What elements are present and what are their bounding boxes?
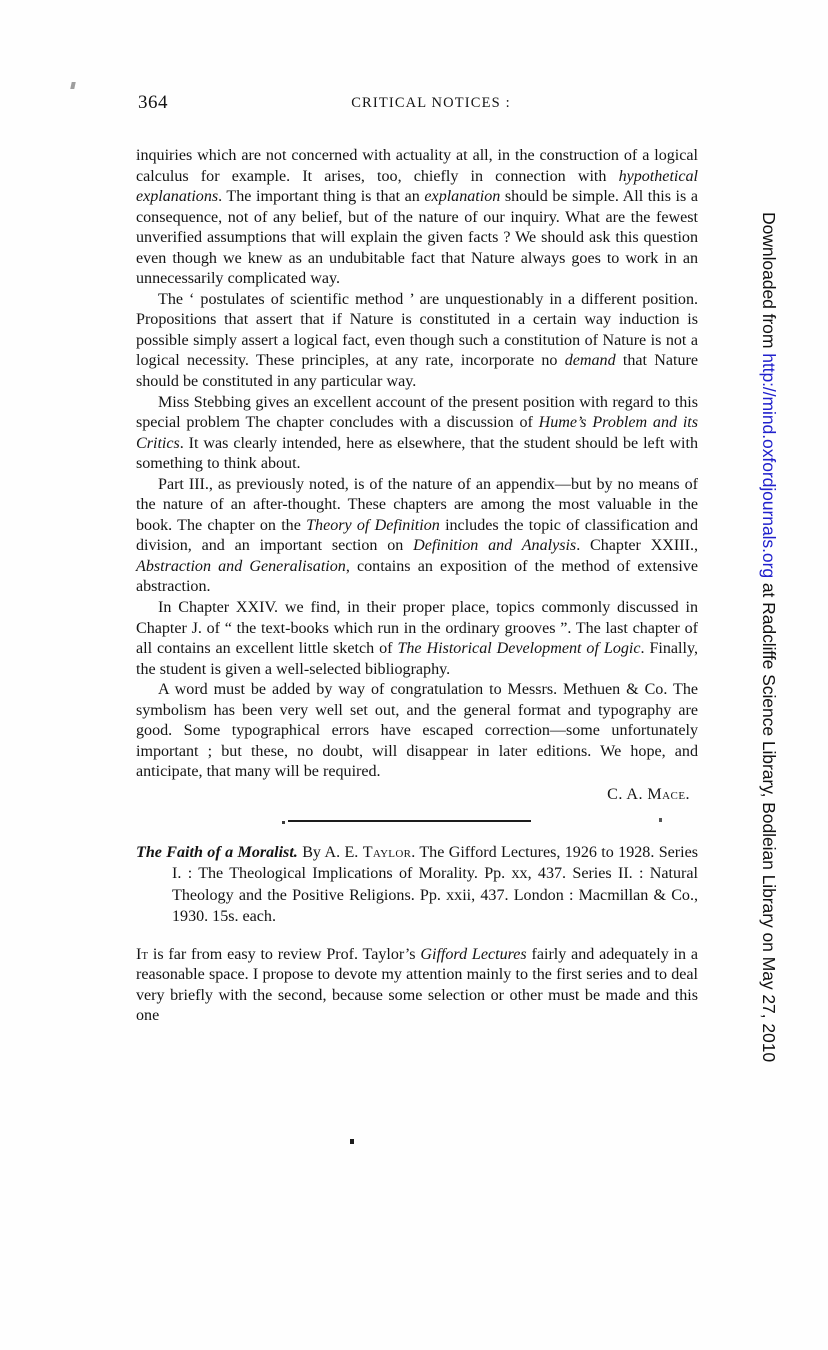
divider-dot-right	[659, 818, 662, 822]
paragraph: Part III., as previously noted, is of the nature of an appendix—but by no means of the nature of an after-thought. These chapters are among the most valuable in the book. The chapter on the Theory of Definition includes the topic of classification and division, and an important section on Definition and Analysis. Chapter XXIII., Abstraction and Generalisation, contains an exposition of the method of extensive abstraction.	[136, 475, 699, 596]
divider-rule	[288, 820, 531, 822]
watermark-prefix: Downloaded from	[759, 212, 779, 354]
paragraph: Miss Stebbing gives an excellent account of the present position with regard to this special problem The chapter concludes with a discussion of Hume’s Problem and its Critics. It was clearly intended, here as elsewhere, that the student should be left with something to think about.	[136, 393, 698, 473]
watermark-suffix: at Radcliffe Science Library, Bodleian Library on May 27, 2010	[759, 578, 779, 1063]
section-divider	[136, 804, 698, 842]
page-number: 364	[138, 92, 168, 113]
divider-dot-left	[282, 821, 285, 824]
download-watermark	[759, 212, 779, 1152]
reviewer-signature: C. A. Mace.	[607, 785, 690, 803]
running-head-title: CRITICAL NOTICES :	[351, 95, 511, 111]
running-head	[138, 92, 694, 114]
scan-artifact-speck	[70, 82, 75, 89]
paragraph: inquiries which are not concerned with actuality at all, in the construction of a logical calculus for example. It arises, too, chiefly in connection with hypothetical explanations. The important thing is that an explanation should be simple. All this is a consequence, not of any belief, but of the nature of our inquiry. What are the fewest unverified assumptions that will explain the given facts ? We should ask this question even though we knew as an undubitable fact that Nature always goes to work in an unnecessarily complicated way.	[136, 147, 698, 288]
page-bottom-mark	[350, 1139, 354, 1144]
paragraph: The ‘ postulates of scientific method ’ are unquestionably in a different position. Propositions that assert that if Nature is constituted in a certain way induction is possible simply assert a logical fact, even though such a constitution of Nature is not a logical necessity. These principles, at any rate, incorporate no demand that Nature should be constituted in any particular way.	[136, 290, 699, 391]
paragraph: A word must be added by way of congratulation to Messrs. Methuen & Co. The symbolism has been very well set out, and the general format and typography are good. Some typographical errors have escaped correction—some unfortunately important ; but these, no doubt, will disappear in later editions. We hope, and anticipate, that many will be required.	[136, 681, 698, 781]
paragraph: In Chapter XXIV. we find, in their proper place, topics commonly discussed in Chapter J. of “ the text-books which run in the ordinary grooves ”. The last chapter of all contains an excellent little sketch of The Historical Development of Logic. Finally, the student is given a well-selected bibliography.	[136, 599, 698, 678]
text-column	[136, 146, 698, 1027]
book-citation-header: The Faith of a Moralist. By A. E. Taylor. The Gifford Lectures, 1926 to 1928. Series I. : The Theological Implications of Morality. Pp. xx, 437. Series II. : Natural Theology and the Positive Religions. Pp. xxii, 437. London : Macmillan & Co., 1930. 15s. each.	[136, 843, 698, 926]
watermark-url-link[interactable]: http://mind.oxfordjournals.org	[759, 353, 779, 579]
paragraph: It is far from easy to review Prof. Taylor’s Gifford Lectures fairly and adequately in a reasonable space. I propose to devote my attention mainly to the first series and to deal very briefly with the second, because some selection or other must be made and this one	[136, 945, 698, 1025]
